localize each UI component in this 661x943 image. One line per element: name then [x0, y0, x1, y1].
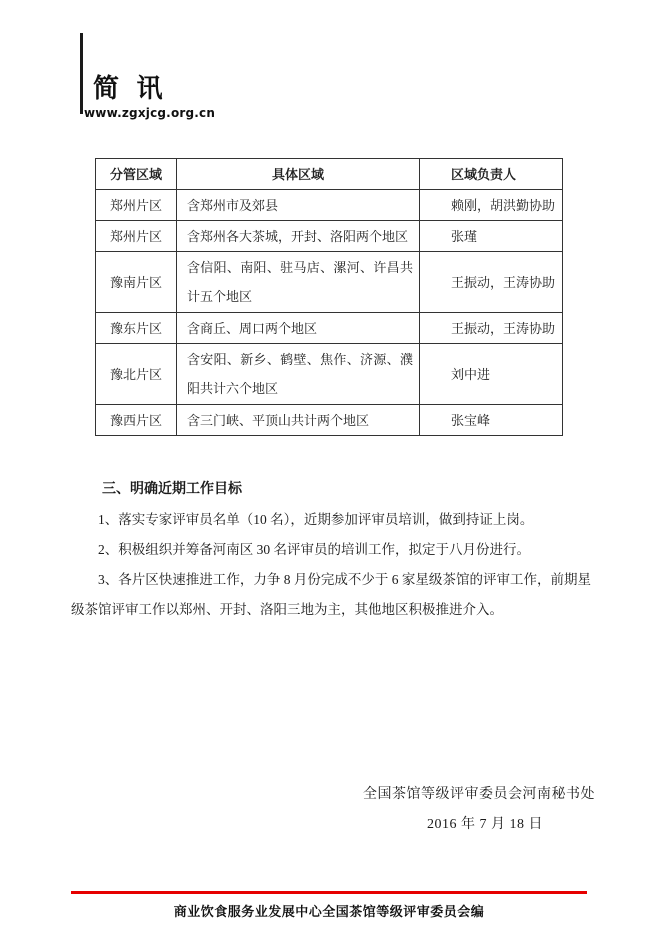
section-heading: 三、明确近期工作目标 [102, 482, 242, 497]
cell-region: 郑州片区 [96, 190, 177, 221]
cell-region: 豫东片区 [96, 313, 177, 344]
cell-lead: 张宝峰 [420, 405, 563, 436]
goals-section [71, 475, 591, 625]
signature-date: 2016 年 7 月 18 日 [427, 817, 543, 832]
goal-item-2: 2、积极组织并筹备河南区 30 名评审员的培训工作，拟定于八月份进行。 [98, 542, 530, 557]
cell-region: 豫北片区 [96, 344, 177, 405]
signature-organization: 全国茶馆等级评审委员会河南秘书处 [363, 787, 595, 802]
cell-area: 含安阳、新乡、鹤壁、焦作、济源、濮阳共计六个地区 [177, 344, 420, 405]
cell-lead: 赖刚，胡洪勤协助 [420, 190, 563, 221]
cell-area: 含商丘、周口两个地区 [177, 313, 420, 344]
table-row [96, 190, 563, 221]
goal-item-1: 1、落实专家评审员名单（10 名），近期参加评审员培训，做到持证上岗。 [98, 512, 534, 527]
header-managed-region: 分管区域 [96, 159, 177, 190]
table-row [96, 221, 563, 252]
cell-area: 含信阳、南阳、驻马店、漯河、许昌共计五个地区 [177, 252, 420, 313]
header-region-lead: 区域负责人 [420, 159, 563, 190]
cell-region: 豫西片区 [96, 405, 177, 436]
goal-item-3: 3、各片区快速推进工作，力争 8 月份完成不少于 6 家星级茶馆的评审工作，前期星级茶馆评审工作以郑州、开封、洛阳三地为主，其他地区积极推进介入。 [71, 572, 591, 617]
cell-area: 含郑州市及郊县 [177, 190, 420, 221]
cell-lead: 王振动，王涛协助 [420, 252, 563, 313]
footer-credit: 商业饮食服务业发展中心全国茶馆等级评审委员会编 [173, 904, 485, 919]
table-row [96, 405, 563, 436]
footer-red-rule [71, 891, 587, 894]
masthead-vertical-rule [80, 33, 83, 114]
newsletter-title: 简 讯 [93, 74, 164, 103]
regions-table [95, 158, 563, 436]
cell-lead: 张瑾 [420, 221, 563, 252]
site-url: www.zgxjcg.org.cn [84, 106, 216, 120]
header-specific-region: 具体区域 [177, 159, 420, 190]
table-row [96, 252, 563, 313]
table-row [96, 313, 563, 344]
cell-region: 郑州片区 [96, 221, 177, 252]
table-header-row [96, 159, 563, 190]
cell-lead: 王振动，王涛协助 [420, 313, 563, 344]
cell-lead: 刘中进 [420, 344, 563, 405]
table-row [96, 344, 563, 405]
cell-area: 含郑州各大茶城，开封、洛阳两个地区 [177, 221, 420, 252]
cell-area: 含三门峡、平顶山共计两个地区 [177, 405, 420, 436]
cell-region: 豫南片区 [96, 252, 177, 313]
